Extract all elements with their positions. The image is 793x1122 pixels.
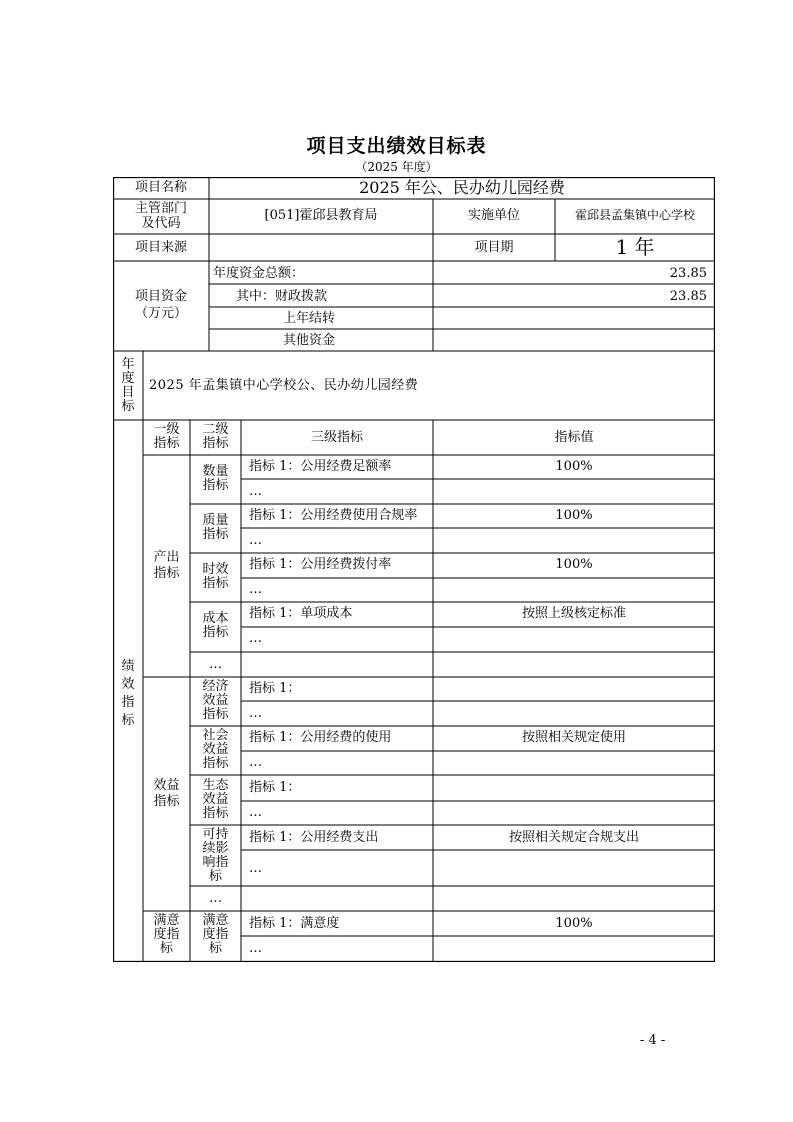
funds-label-1: 项目资金 — [134, 289, 187, 304]
performance-table — [113, 177, 715, 962]
quality-indicator-1: 指标 1：公用经费使用合规率 — [249, 508, 418, 523]
goal-text: 2025 年孟集镇中心学校公、民办幼儿园经费 — [149, 378, 419, 393]
head-level1: 一级 指标 — [153, 422, 180, 451]
period-value: 1 年 — [615, 235, 655, 259]
quantity-indicators-label: 数量 指标 — [202, 464, 229, 493]
quality-indicators-label: 质量 指标 — [202, 513, 229, 542]
cost-ellipsis: … — [249, 631, 262, 646]
page-subtitle: （2025 年度） — [355, 160, 438, 174]
performance-label: 绩 效 指 标 — [121, 659, 135, 728]
funds-carryover-label: 上年结转 — [283, 311, 336, 326]
timeliness-ellipsis: … — [249, 582, 262, 597]
cost-indicators-label: 成本 指标 — [202, 611, 229, 640]
head-level2: 二级 指标 — [202, 422, 229, 451]
head-level3: 三级指标 — [310, 430, 363, 445]
funds-total-label: 年度资金总额： — [213, 266, 305, 281]
economic-ellipsis: … — [249, 706, 262, 721]
satisfaction-group-label: 满意 度指 标 — [202, 913, 229, 956]
economic-indicator-1: 指标 1： — [249, 681, 301, 696]
funds-label-2: （万元） — [134, 306, 187, 321]
quality-ellipsis: … — [249, 533, 262, 548]
quantity-indicator-1: 指标 1：公用经费足额率 — [249, 459, 392, 474]
project-name-label: 项目名称 — [134, 180, 187, 195]
satisfaction-indicator-1: 指标 1：满意度 — [249, 916, 340, 931]
quantity-ellipsis: … — [249, 484, 262, 499]
satisfaction-ellipsis: … — [249, 941, 262, 956]
funds-total-value: 23.85 — [669, 266, 707, 281]
funds-fiscal-label: 其中：财政拨款 — [236, 289, 328, 304]
social-indicators-label: 社会 效益 指标 — [202, 728, 229, 771]
sustainable-indicator-1-value: 按照相关规定合规支出 — [508, 830, 639, 845]
output-ellipsis: … — [209, 657, 222, 672]
cost-indicator-1-value: 按照上级核定标准 — [521, 606, 626, 621]
page-title: 项目支出绩效目标表 — [306, 135, 487, 157]
output-indicators-label: 产出 指标 — [153, 550, 180, 581]
source-label: 项目来源 — [134, 240, 187, 255]
funds-fiscal-value: 23.85 — [669, 289, 707, 304]
sustainable-indicator-1: 指标 1：公用经费支出 — [249, 830, 379, 845]
sustainable-indicators-label: 可持 续影 响指 标 — [202, 827, 229, 884]
social-indicator-1: 指标 1：公用经费的使用 — [249, 730, 392, 745]
sustainable-ellipsis: … — [249, 861, 262, 876]
ecological-indicator-1: 指标 1： — [249, 780, 301, 795]
project-name-value: 2025 年公、民办幼儿园经费 — [359, 178, 565, 197]
dept-label-2: 及代码 — [141, 216, 181, 231]
funds-other-label: 其他资金 — [283, 333, 336, 348]
impl-unit-value: 霍邱县孟集镇中心学校 — [574, 208, 695, 222]
satisfaction-indicator-1-value: 100% — [555, 916, 593, 931]
ecological-ellipsis: … — [249, 805, 262, 820]
impl-unit-label: 实施单位 — [467, 208, 520, 223]
benefit-indicators-label: 效益 指标 — [153, 778, 180, 809]
satisfaction-indicators-label: 满意 度指 标 — [153, 913, 180, 956]
dept-label-1: 主管部门 — [134, 201, 187, 216]
cost-indicator-1: 指标 1：单项成本 — [249, 606, 353, 621]
social-ellipsis: … — [249, 755, 262, 770]
benefit-ellipsis: … — [209, 891, 222, 906]
timeliness-indicators-label: 时效 指标 — [202, 562, 229, 591]
timeliness-indicator-1-value: 100% — [555, 557, 593, 572]
goal-label: 年 度 目 标 — [121, 357, 135, 414]
period-label: 项目期 — [474, 240, 514, 255]
page-number: - 4 - — [640, 1033, 666, 1048]
quantity-indicator-1-value: 100% — [555, 459, 593, 474]
head-value: 指标值 — [554, 430, 594, 445]
ecological-indicators-label: 生态 效益 指标 — [202, 778, 229, 821]
dept-value: [051]霍邱县教育局 — [264, 208, 378, 223]
social-indicator-1-value: 按照相关规定使用 — [521, 730, 626, 745]
timeliness-indicator-1: 指标 1：公用经费拨付率 — [249, 557, 392, 572]
economic-indicators-label: 经济 效益 指标 — [202, 679, 229, 722]
quality-indicator-1-value: 100% — [555, 508, 593, 523]
